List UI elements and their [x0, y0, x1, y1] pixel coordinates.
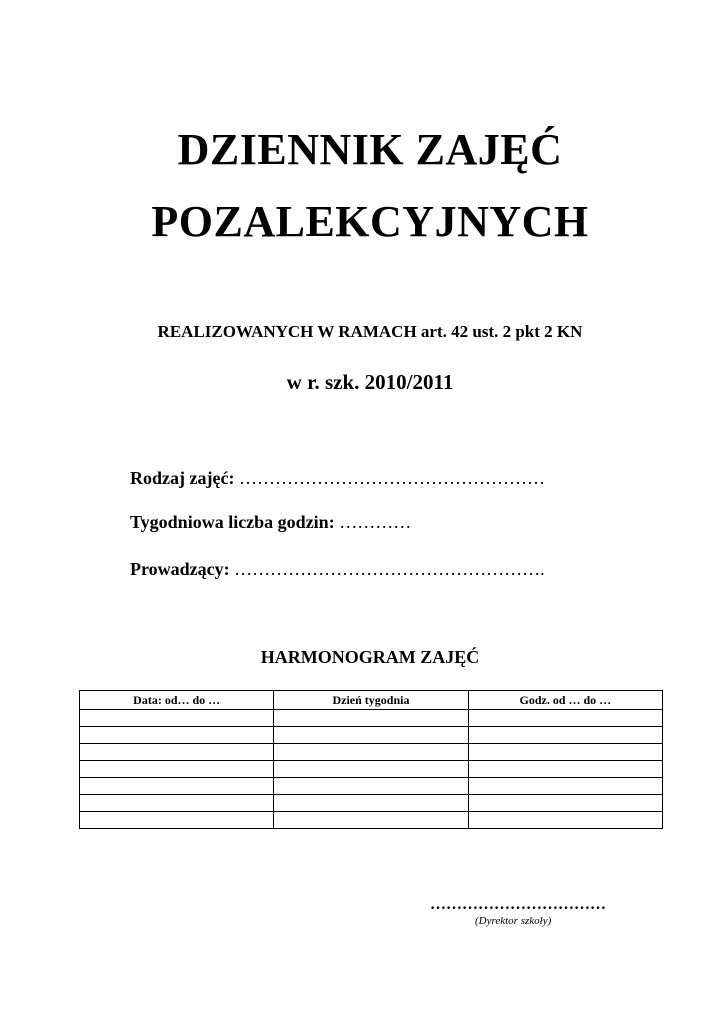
field-activity-type [130, 468, 545, 489]
table-row [80, 727, 663, 744]
table-cell[interactable] [468, 778, 662, 795]
schedule-title: HARMONOGRAM ZAJĘĆ [260, 647, 480, 667]
table-cell[interactable] [80, 761, 274, 778]
column-header-date: Data: od… do … [80, 691, 274, 710]
table-cell[interactable] [80, 710, 274, 727]
table-cell[interactable] [274, 778, 468, 795]
table-row [80, 778, 663, 795]
table-cell[interactable] [274, 710, 468, 727]
table-row [80, 795, 663, 812]
table-row [80, 710, 663, 727]
field-label: Rodzaj zajęć: [130, 468, 235, 488]
table-row [80, 744, 663, 761]
field-label: Tygodniowa liczba godzin: [130, 512, 335, 532]
subtitle: REALIZOWANYCH W RAMACH art. 42 ust. 2 pkt 2 KN [157, 322, 583, 341]
fill-in-dots: ………… [334, 512, 412, 532]
signature-line: …………………………… [430, 896, 606, 913]
field-label: Prowadzący: [130, 559, 230, 579]
field-weekly-hours [130, 512, 411, 533]
field-teacher [130, 559, 545, 580]
schedule-body [80, 710, 663, 829]
table-header-row [80, 691, 663, 710]
table-cell[interactable] [274, 812, 468, 829]
table-cell[interactable] [468, 761, 662, 778]
table-cell[interactable] [468, 795, 662, 812]
column-header-weekday: Dzień tygodnia [274, 691, 468, 710]
fill-in-dots: …………………………………………… [234, 468, 545, 488]
table-cell[interactable] [468, 812, 662, 829]
table-cell[interactable] [468, 744, 662, 761]
table-cell[interactable] [80, 795, 274, 812]
table-cell[interactable] [80, 778, 274, 795]
table-cell[interactable] [274, 744, 468, 761]
table-cell[interactable] [274, 761, 468, 778]
school-year: w r. szk. 2010/2011 [286, 370, 454, 394]
table-cell[interactable] [468, 727, 662, 744]
table-row [80, 812, 663, 829]
table-cell[interactable] [80, 812, 274, 829]
table-row [80, 761, 663, 778]
table-cell[interactable] [468, 710, 662, 727]
table-cell[interactable] [80, 727, 274, 744]
column-header-hours: Godz. od … do … [468, 691, 662, 710]
table-cell[interactable] [274, 795, 468, 812]
schedule-table [79, 690, 663, 829]
signature-label: (Dyrektor szkoły) [475, 915, 552, 927]
fill-in-dots: ……………………………………………. [229, 559, 545, 579]
document-title-line-1: DZIENNIK ZAJĘĆ [177, 125, 563, 174]
table-cell[interactable] [80, 744, 274, 761]
table-cell[interactable] [274, 727, 468, 744]
document-title-line-2: POZALEKCYJNYCH [151, 197, 589, 246]
